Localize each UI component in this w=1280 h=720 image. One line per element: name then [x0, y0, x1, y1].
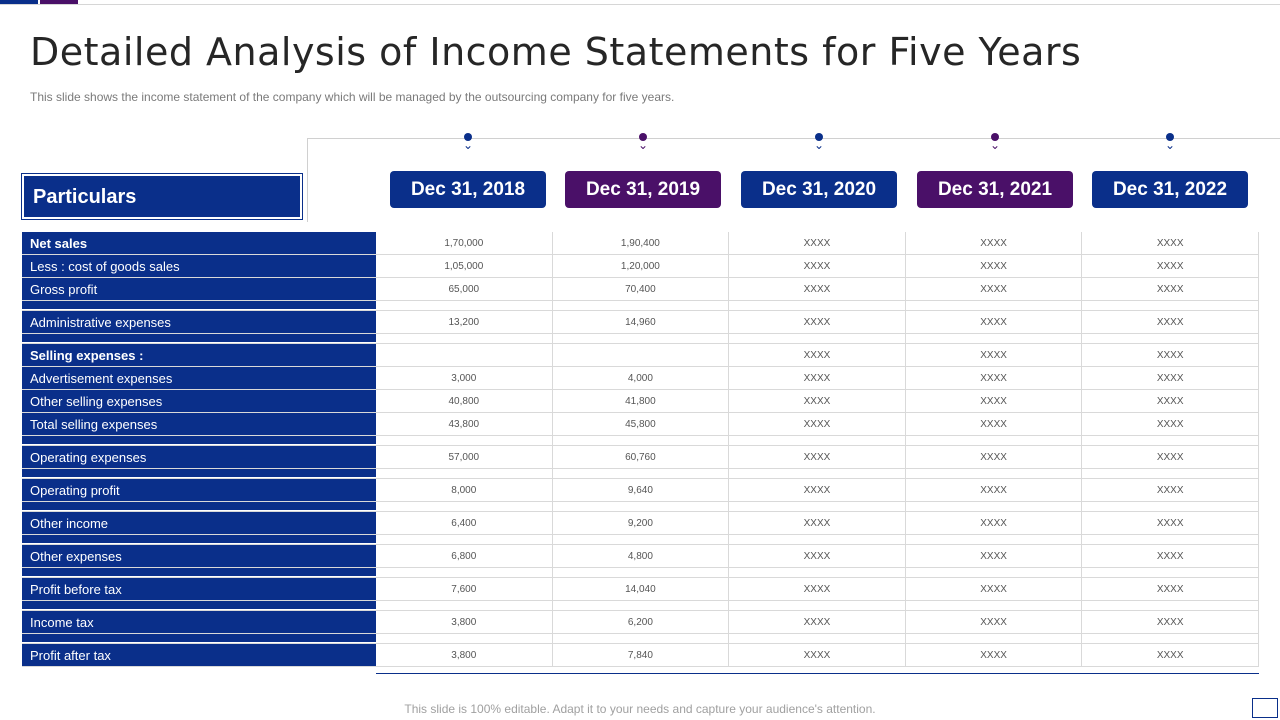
- table-row: [22, 255, 1259, 278]
- value-cell: XXXX: [1082, 512, 1259, 534]
- value-cell: 40,800: [376, 390, 553, 412]
- footer-note: This slide is 100% editable. Adapt it to your needs and capture your audience's attention.: [404, 702, 876, 716]
- value-cell: 1,70,000: [376, 232, 553, 254]
- value-cell: XXXX: [1082, 611, 1259, 633]
- row-label: Advertisement expenses: [22, 367, 376, 389]
- value-cell: 14,040: [553, 578, 730, 600]
- income-statement-table: [22, 232, 1259, 667]
- row-label: Operating expenses: [22, 446, 376, 468]
- row-label: Selling expenses :: [22, 344, 376, 366]
- value-cell: XXXX: [729, 479, 906, 501]
- year-label: Dec 31, 2020: [741, 171, 897, 208]
- spacer-row: [22, 535, 1259, 545]
- value-cell: XXXX: [729, 644, 906, 666]
- value-cell: XXXX: [906, 278, 1083, 300]
- value-cell: XXXX: [1082, 311, 1259, 333]
- chevron-down-icon: ⌄: [813, 138, 825, 152]
- value-cell: 1,20,000: [553, 255, 730, 277]
- value-cell: 43,800: [376, 413, 553, 435]
- value-cell: XXXX: [906, 545, 1083, 567]
- table-row: [22, 446, 1259, 469]
- value-cell: 9,640: [553, 479, 730, 501]
- value-cell: 6,800: [376, 545, 553, 567]
- value-cell: XXXX: [1082, 578, 1259, 600]
- header-frame-line: [307, 138, 308, 222]
- table-row: [22, 344, 1259, 367]
- table-bottom-line: [376, 673, 1259, 674]
- value-cell: XXXX: [1082, 344, 1259, 366]
- value-cell: XXXX: [729, 367, 906, 389]
- value-cell: XXXX: [729, 255, 906, 277]
- value-cell: 4,800: [553, 545, 730, 567]
- value-cell: 60,760: [553, 446, 730, 468]
- value-cell: XXXX: [729, 311, 906, 333]
- value-cell: 4,000: [553, 367, 730, 389]
- row-label: Other expenses: [22, 545, 376, 567]
- value-cell: XXXX: [906, 578, 1083, 600]
- chevron-down-icon: ⌄: [462, 138, 474, 152]
- year-label: Dec 31, 2021: [917, 171, 1073, 208]
- year-label: Dec 31, 2019: [565, 171, 721, 208]
- value-cell: 13,200: [376, 311, 553, 333]
- row-label: Profit after tax: [22, 644, 376, 666]
- value-cell: XXXX: [1082, 413, 1259, 435]
- table-row: [22, 278, 1259, 301]
- chevron-down-icon: ⌄: [637, 138, 649, 152]
- row-label: Total selling expenses: [22, 413, 376, 435]
- value-cell: 41,800: [553, 390, 730, 412]
- spacer-row: [22, 634, 1259, 644]
- row-label: Profit before tax: [22, 578, 376, 600]
- header-frame-line: [307, 138, 1280, 139]
- value-cell: XXXX: [729, 232, 906, 254]
- value-cell: XXXX: [729, 512, 906, 534]
- value-cell: [376, 344, 553, 366]
- spacer-row: [22, 334, 1259, 344]
- value-cell: XXXX: [1082, 644, 1259, 666]
- row-label: Less : cost of goods sales: [22, 255, 376, 277]
- value-cell: 45,800: [553, 413, 730, 435]
- value-cell: XXXX: [906, 611, 1083, 633]
- value-cell: 3,000: [376, 367, 553, 389]
- value-cell: 6,400: [376, 512, 553, 534]
- row-label: Other selling expenses: [22, 390, 376, 412]
- value-cell: XXXX: [906, 255, 1083, 277]
- value-cell: XXXX: [729, 344, 906, 366]
- value-cell: XXXX: [1082, 446, 1259, 468]
- value-cell: XXXX: [906, 413, 1083, 435]
- corner-box: [1252, 698, 1278, 718]
- value-cell: 14,960: [553, 311, 730, 333]
- value-cell: 65,000: [376, 278, 553, 300]
- value-cell: XXXX: [906, 644, 1083, 666]
- value-cell: 7,840: [553, 644, 730, 666]
- table-row: [22, 479, 1259, 502]
- value-cell: 6,200: [553, 611, 730, 633]
- row-label: Income tax: [22, 611, 376, 633]
- value-cell: XXXX: [1082, 390, 1259, 412]
- value-cell: XXXX: [1082, 479, 1259, 501]
- top-divider: [0, 4, 1280, 5]
- table-row: [22, 413, 1259, 436]
- chevron-down-icon: ⌄: [989, 138, 1001, 152]
- chevron-down-icon: ⌄: [1164, 138, 1176, 152]
- value-cell: XXXX: [729, 578, 906, 600]
- particulars-header: Particulars: [22, 174, 302, 219]
- page-title: Detailed Analysis of Income Statements for Five Years: [30, 30, 1082, 74]
- value-cell: XXXX: [1082, 545, 1259, 567]
- table-row: [22, 545, 1259, 568]
- value-cell: 3,800: [376, 644, 553, 666]
- value-cell: 3,800: [376, 611, 553, 633]
- spacer-row: [22, 469, 1259, 479]
- spacer-row: [22, 568, 1259, 578]
- value-cell: XXXX: [729, 278, 906, 300]
- value-cell: XXXX: [729, 446, 906, 468]
- value-cell: 1,05,000: [376, 255, 553, 277]
- value-cell: 7,600: [376, 578, 553, 600]
- value-cell: 1,90,400: [553, 232, 730, 254]
- table-row: [22, 232, 1259, 255]
- value-cell: XXXX: [906, 344, 1083, 366]
- value-cell: XXXX: [906, 479, 1083, 501]
- value-cell: XXXX: [1082, 232, 1259, 254]
- value-cell: XXXX: [906, 512, 1083, 534]
- table-row: [22, 311, 1259, 334]
- spacer-row: [22, 601, 1259, 611]
- value-cell: XXXX: [1082, 278, 1259, 300]
- table-row: [22, 644, 1259, 667]
- value-cell: XXXX: [729, 413, 906, 435]
- value-cell: XXXX: [729, 545, 906, 567]
- table-row: [22, 367, 1259, 390]
- table-row: [22, 578, 1259, 601]
- value-cell: XXXX: [729, 390, 906, 412]
- value-cell: XXXX: [1082, 255, 1259, 277]
- value-cell: 9,200: [553, 512, 730, 534]
- year-label: Dec 31, 2018: [390, 171, 546, 208]
- value-cell: XXXX: [906, 390, 1083, 412]
- value-cell: XXXX: [906, 311, 1083, 333]
- spacer-row: [22, 301, 1259, 311]
- row-label: Net sales: [22, 232, 376, 254]
- table-row: [22, 390, 1259, 413]
- value-cell: [553, 344, 730, 366]
- row-label: Operating profit: [22, 479, 376, 501]
- value-cell: XXXX: [906, 367, 1083, 389]
- table-row: [22, 512, 1259, 535]
- year-label: Dec 31, 2022: [1092, 171, 1248, 208]
- value-cell: XXXX: [906, 446, 1083, 468]
- value-cell: XXXX: [1082, 367, 1259, 389]
- value-cell: XXXX: [906, 232, 1083, 254]
- value-cell: 57,000: [376, 446, 553, 468]
- page-subtitle: This slide shows the income statement of the company which will be managed by the outsourcing company for five years.: [30, 90, 675, 104]
- table-row: [22, 611, 1259, 634]
- value-cell: XXXX: [729, 611, 906, 633]
- row-label: Other income: [22, 512, 376, 534]
- value-cell: 70,400: [553, 278, 730, 300]
- spacer-row: [22, 502, 1259, 512]
- spacer-row: [22, 436, 1259, 446]
- row-label: Administrative expenses: [22, 311, 376, 333]
- row-label: Gross profit: [22, 278, 376, 300]
- value-cell: 8,000: [376, 479, 553, 501]
